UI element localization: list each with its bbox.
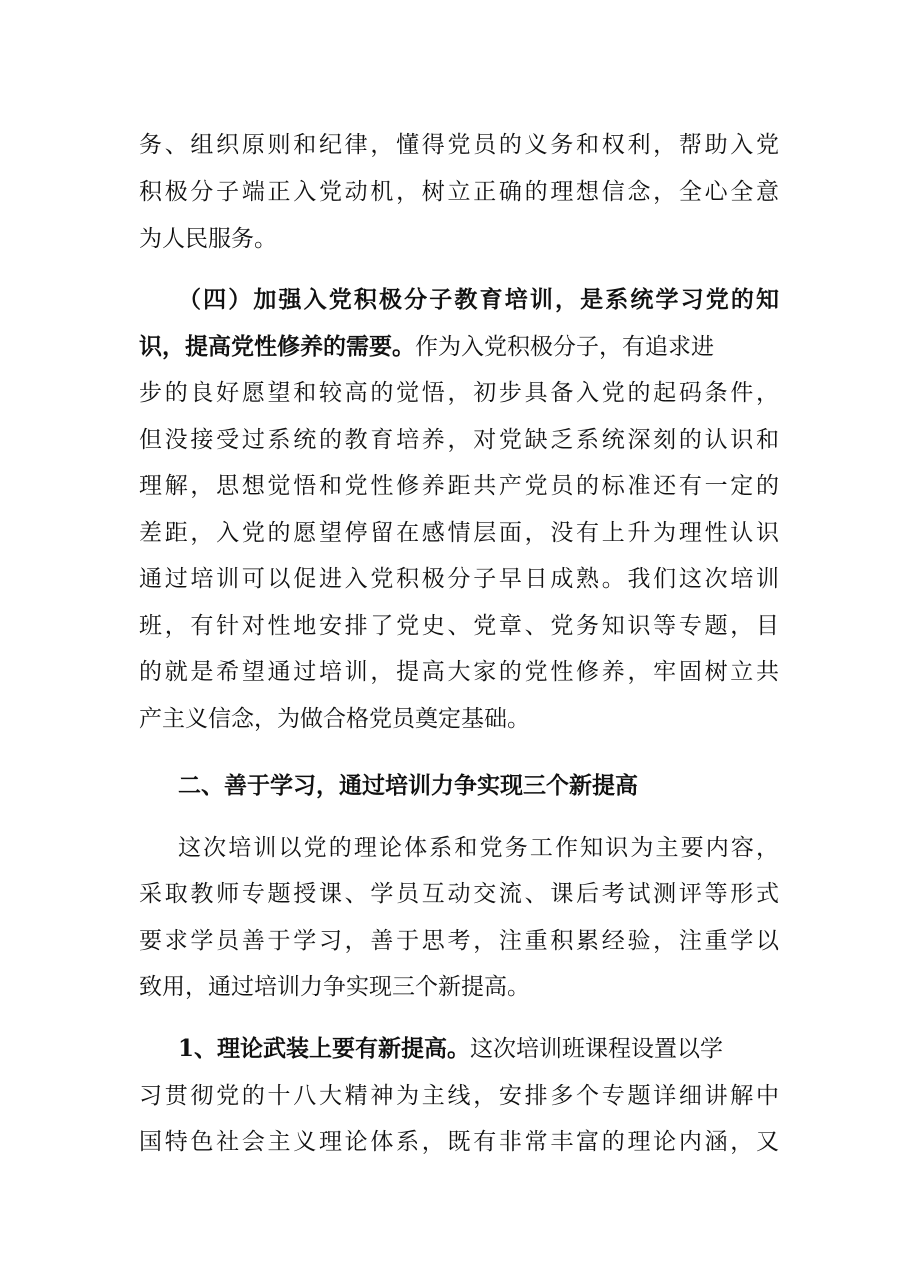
para-d-line-2: 习贯彻党的十八大精神为主线，安排多个专题详细讲解中: [139, 1083, 779, 1109]
para-a-line-3: 为人民服务。: [139, 226, 277, 252]
para-a-line-2: 积极分子端正入党动机，树立正确的理想信念，全心全意: [139, 179, 779, 205]
para-d-lead-in: 1、理论武装上要有新提高。: [178, 1035, 471, 1062]
para-c-line-2: 采取教师专题授课、学员互动交流、课后考试测评等形式: [139, 881, 779, 907]
para-b-line-2-text: 作为入党积极分子，有追求进: [415, 334, 714, 360]
para-b-line-5: 理解，思想觉悟和党性修养距共产党员的标准还有一定的: [139, 473, 779, 499]
para-b-line-6: 差距，入党的愿望停留在感情层面，没有上升为理性认识: [139, 520, 779, 546]
para-c-line-4: 致用，通过培训力争实现三个新提高。: [139, 974, 530, 1000]
para-b-line-8: 班，有针对性地安排了党史、党章、党务知识等专题，目: [139, 613, 779, 639]
para-b-line-1: （四）加强入党积极分子教育培训，是系统学习党的知: [178, 286, 779, 313]
para-b-line-2: [139, 327, 779, 367]
para-d-line-1: [178, 1029, 779, 1069]
para-c-line-1: 这次培训以党的理论体系和党务工作知识为主要内容，: [178, 835, 779, 861]
para-b-line-4: 但没接受过系统的教育培养，对党缺乏系统深刻的认识和: [139, 427, 779, 453]
para-b-line-7: 通过培训可以促进入党积极分子早日成熟。我们这次培训: [139, 566, 779, 592]
para-d-line-1-text: 这次培训班课程设置以学: [470, 1036, 724, 1062]
para-b-lead-in: 识，提高党性修养的需要。: [139, 333, 415, 360]
para-d-line-3: 国特色社会主义理论体系，既有非常丰富的理论内涵，又: [139, 1129, 779, 1155]
para-b-line-9: 的就是希望通过培训，提高大家的党性修养，牢固树立共: [139, 659, 779, 685]
para-b-line-10: 产主义信念，为做合格党员奠定基础。: [139, 706, 530, 732]
para-a-line-1: 务、组织原则和纪律，懂得党员的义务和权利，帮助入党: [139, 132, 779, 158]
para-b-line-3: 步的良好愿望和较高的觉悟，初步具备入党的起码条件，: [139, 380, 779, 406]
para-c-line-3: 要求学员善于学习，善于思考，注重积累经验，注重学以: [139, 928, 779, 954]
section-heading: 二、善于学习，通过培训力争实现三个新提高: [178, 772, 638, 799]
